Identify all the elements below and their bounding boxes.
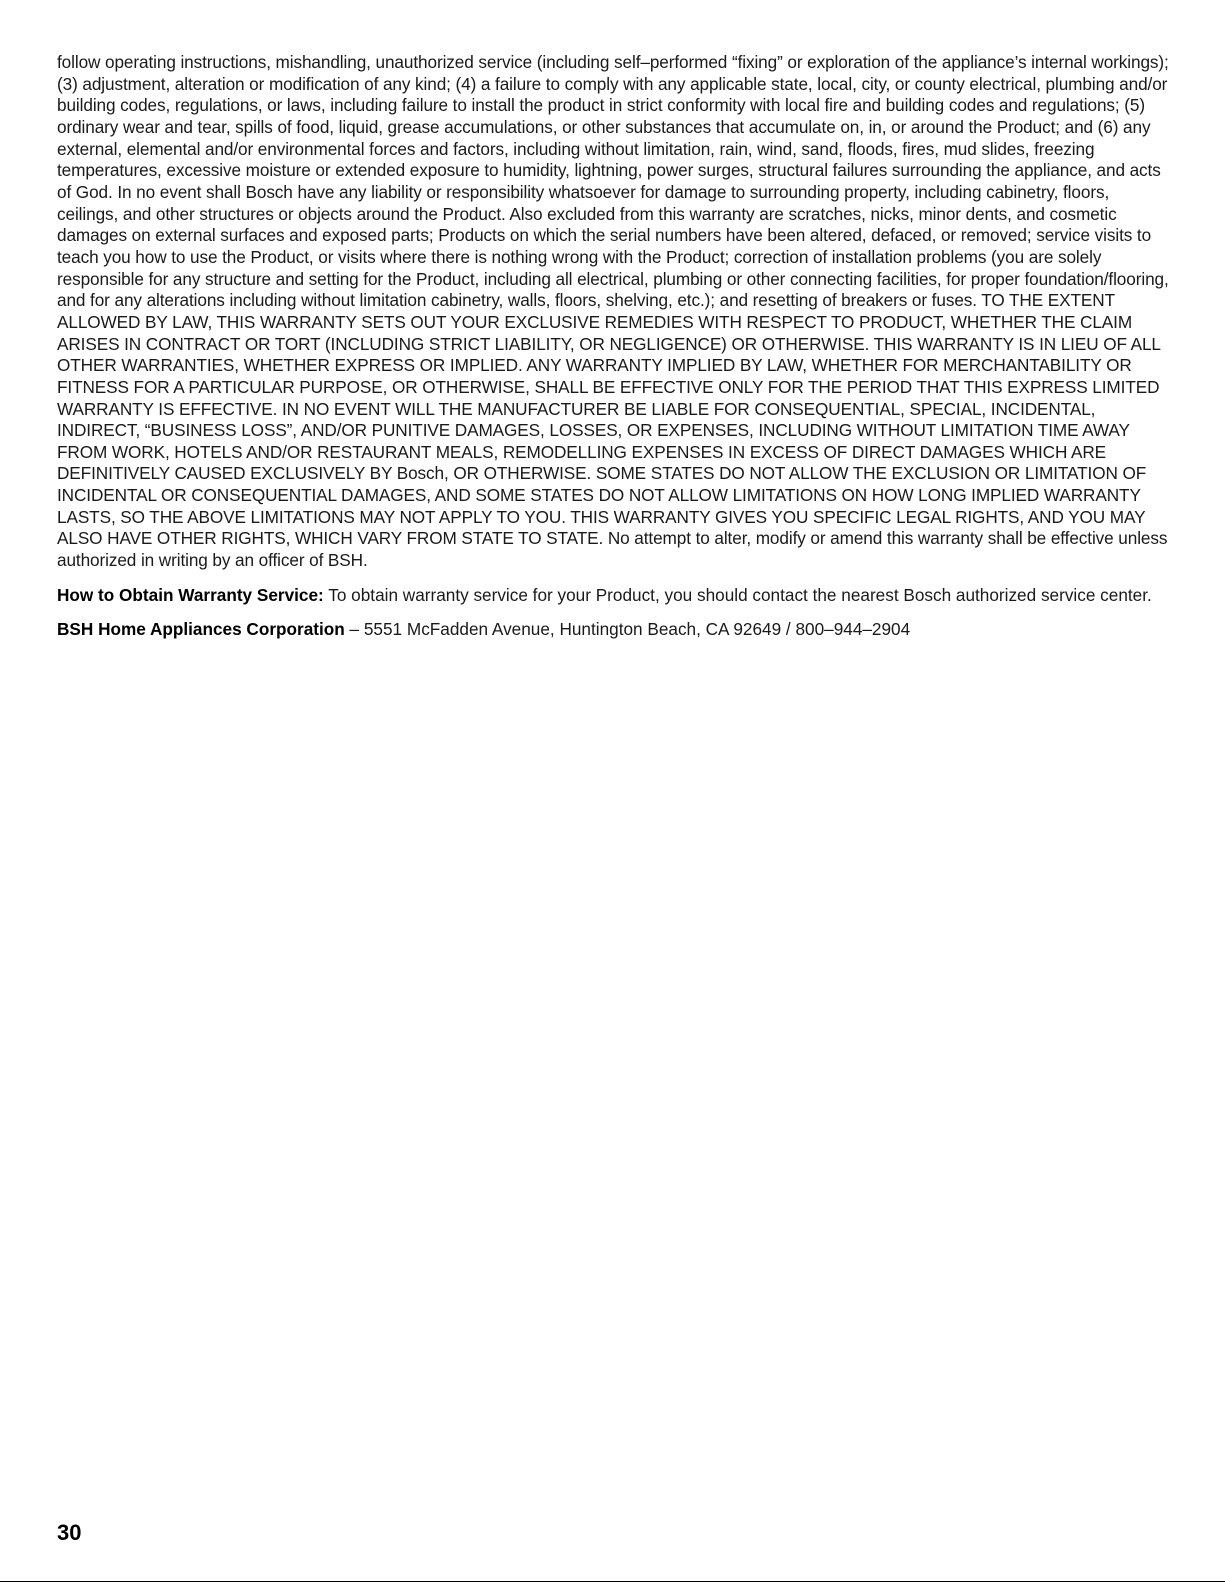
warranty-service-heading: How to Obtain Warranty Service: [57, 584, 324, 605]
document-page [57, 52, 1169, 641]
warranty-exclusions-paragraph: follow operating instructions, mishandling, unauthorized service (including self–performed “fixing” or exploration of the appliance’s internal workings); (3) adjustment, alteration or modification of any kind; (4) a failure to comply with any applicable state, local, city, or county electrical, plumbing and/or building codes, regulations, or laws, including failure to install the product in strict conformity with local fire and building codes and regulations; (5) ordinary wear and tear, spills of food, liquid, grease accumulations, or other substances that accumulate on, in, or around the Product; and (6) any external, elemental and/or environmental forces and factors, including without limitation, rain, wind, sand, floods, fires, mud slides, freezing temperatures, excessive moisture or extended exposure to humidity, lightning, power surges, structural failures surrounding the appliance, and acts of God. In no event shall Bosch have any liability or responsibility whatsoever for damage to surrounding property, including cabinetry, floors, ceilings, and other structures or objects around the Product. Also excluded from this warranty are scratches, nicks, minor dents, and cosmetic damages on external surfaces and exposed parts; Products on which the serial numbers have been altered, defaced, or removed; service visits to teach you how to use the Product, or visits where there is nothing wrong with the Product; correction of installation problems (you are solely responsible for any structure and setting for the Product, including all electrical, plumbing or other connecting facilities, for proper foundation/flooring, and for any alterations including without limitation cabinetry, walls, floors, shelving, etc.); and resetting of breakers or fuses. TO THE EXTENT ALLOWED BY LAW, THIS WARRANTY SETS OUT YOUR EXCLUSIVE REMEDIES WITH RESPECT TO PRODUCT, WHETHER THE CLAIM ARISES IN CONTRACT OR TORT (INCLUDING STRICT LIABILITY, OR NEGLIGENCE) OR OTHERWISE. THIS WARRANTY IS IN LIEU OF ALL OTHER WARRANTIES, WHETHER EXPRESS OR IMPLIED. ANY WARRANTY IMPLIED BY LAW, WHETHER FOR MERCHANTABILITY OR FITNESS FOR A PARTICULAR PURPOSE, OR OTHERWISE, SHALL BE EFFECTIVE ONLY FOR THE PERIOD THAT THIS EXPRESS LIMITED WARRANTY IS EFFECTIVE. IN NO EVENT WILL THE MANUFACTURER BE LIABLE FOR CONSEQUENTIAL, SPECIAL, INCIDENTAL, INDIRECT, “BUSINESS LOSS”, AND/OR PUNITIVE DAMAGES, LOSSES, OR EXPENSES, INCLUDING WITHOUT LIMITATION TIME AWAY FROM WORK, HOTELS AND/OR RESTAURANT MEALS, REMODELLING EXPENSES IN EXCESS OF DIRECT DAMAGES WHICH ARE DEFINITIVELY CAUSED EXCLUSIVELY BY Bosch, OR OTHERWISE. SOME STATES DO NOT ALLOW THE EXCLUSION OR LIMITATION OF INCIDENTAL OR CONSEQUENTIAL DAMAGES, AND SOME STATES DO NOT ALLOW LIMITATIONS ON HOW LONG IMPLIED WARRANTY LASTS, SO THE ABOVE LIMITATIONS MAY NOT APPLY TO YOU. THIS WARRANTY GIVES YOU SPECIFIC LEGAL RIGHTS, AND YOU MAY ALSO HAVE OTHER RIGHTS, WHICH VARY FROM STATE TO STATE. No attempt to alter, modify or amend this warranty shall be effective unless authorized in writing by an officer of BSH. [57, 52, 1169, 571]
page-number: 30 [57, 1520, 82, 1545]
warranty-service-text: To obtain warranty service for your Product, you should contact the nearest Bosch authorized service center. [323, 584, 1152, 605]
company-name: BSH Home Appliances Corporation [57, 619, 345, 640]
company-contact-paragraph [57, 619, 1169, 641]
company-address: – 5551 McFadden Avenue, Huntington Beach, CA 92649 / 800–944–2904 [344, 619, 911, 640]
bottom-rule [0, 1581, 1225, 1582]
warranty-service-paragraph [57, 585, 1169, 607]
